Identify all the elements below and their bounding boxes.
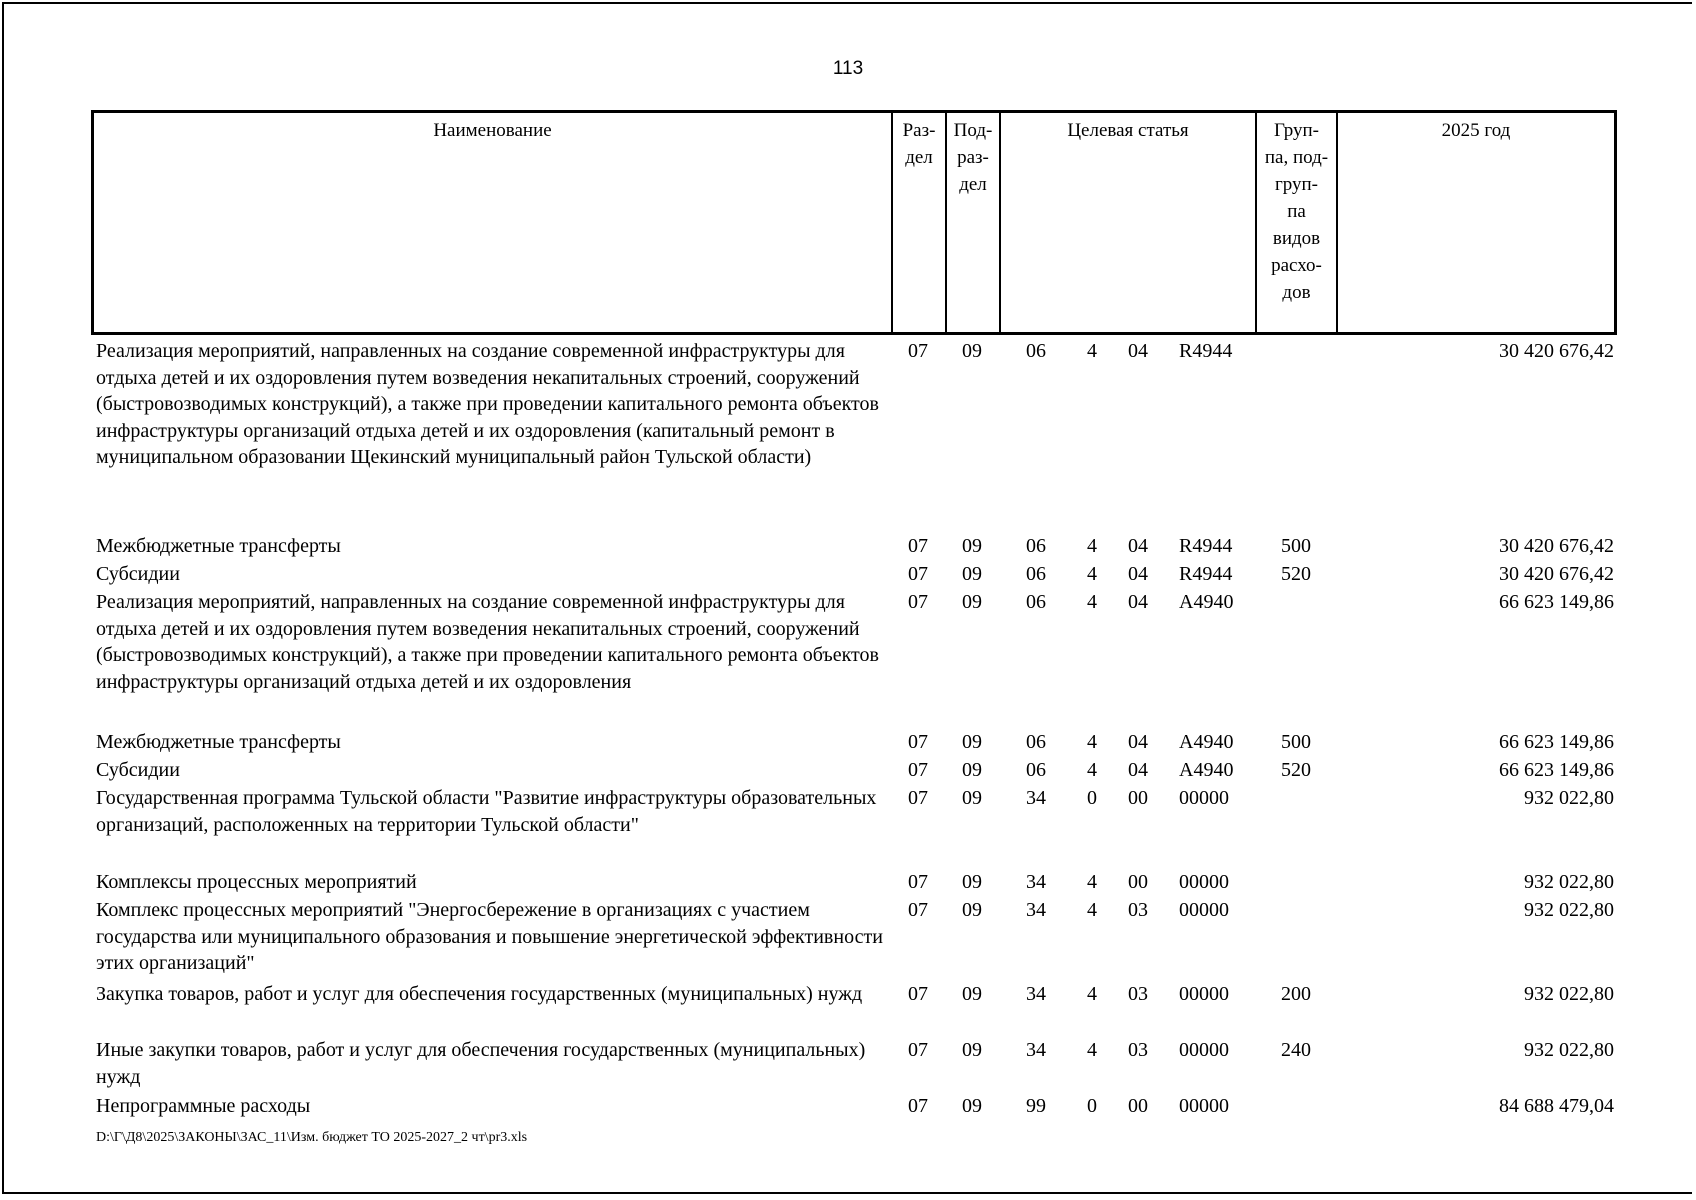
row-target-subprogram: 03	[1128, 1039, 1148, 1061]
row-target-type: 0	[1087, 1095, 1097, 1117]
row-target-type: 4	[1087, 1039, 1097, 1061]
row-target-program: 06	[1026, 731, 1046, 753]
header-target-label: Целевая статья	[1067, 120, 1189, 141]
row-target-type: 0	[1087, 787, 1097, 809]
row-target-subprogram: 00	[1128, 871, 1148, 893]
row-target-subprogram: 00	[1128, 1095, 1148, 1117]
row-group: 500	[1281, 535, 1311, 557]
row-podrazdel: 09	[962, 1039, 982, 1061]
header-group	[1255, 113, 1336, 332]
row-name: Субсидии	[96, 759, 180, 781]
row-target-subprogram: 04	[1128, 759, 1148, 781]
row-target-subprogram: 03	[1128, 983, 1148, 1005]
row-target-direction: 00000	[1179, 1039, 1229, 1061]
row-target-subprogram: 04	[1128, 340, 1148, 362]
row-name: Закупка товаров, работ и услуг для обеспечения государственных (муниципальных) нужд	[96, 983, 863, 1005]
header-podrazdel	[945, 113, 999, 332]
header-razdel	[891, 113, 945, 332]
row-amount: 932 022,80	[1524, 871, 1614, 893]
row-podrazdel: 09	[962, 871, 982, 893]
header-group-line: груп-	[1274, 174, 1319, 195]
row-razdel: 07	[908, 899, 928, 921]
row-podrazdel: 09	[962, 899, 982, 921]
row-target-direction: 00000	[1179, 1095, 1229, 1117]
row-amount: 66 623 149,86	[1499, 591, 1614, 613]
row-name: Субсидии	[96, 563, 180, 585]
row-target-type: 4	[1087, 591, 1097, 613]
row-target-program: 99	[1026, 1095, 1046, 1117]
row-podrazdel: 09	[962, 1095, 982, 1117]
row-group: 200	[1281, 983, 1311, 1005]
header-year	[1336, 113, 1614, 332]
row-target-program: 06	[1026, 340, 1046, 362]
header-group-line: Груп-	[1273, 120, 1320, 141]
row-amount: 66 623 149,86	[1499, 759, 1614, 781]
header-name	[94, 113, 891, 332]
row-podrazdel: 09	[962, 787, 982, 809]
row-target-subprogram: 03	[1128, 899, 1148, 921]
row-amount: 30 420 676,42	[1499, 340, 1614, 362]
row-target-subprogram: 04	[1128, 591, 1148, 613]
row-target-direction: R4944	[1179, 535, 1233, 557]
row-target-direction: А4940	[1179, 731, 1234, 753]
row-target-program: 34	[1026, 871, 1046, 893]
row-target-program: 34	[1026, 899, 1046, 921]
row-target-type: 4	[1087, 340, 1097, 362]
row-amount: 30 420 676,42	[1499, 563, 1614, 585]
row-razdel: 07	[908, 340, 928, 362]
row-razdel: 07	[908, 787, 928, 809]
row-target-subprogram: 04	[1128, 731, 1148, 753]
header-group-line: дов	[1282, 282, 1311, 303]
row-podrazdel: 09	[962, 731, 982, 753]
row-group: 520	[1281, 563, 1311, 585]
row-name: Межбюджетные трансферты	[96, 731, 341, 753]
row-target-type: 4	[1087, 759, 1097, 781]
table-header	[91, 110, 1617, 335]
row-razdel: 07	[908, 1095, 928, 1117]
row-target-direction: R4944	[1179, 563, 1233, 585]
header-podrazdel-line: дел	[959, 174, 987, 195]
row-target-program: 06	[1026, 591, 1046, 613]
row-amount: 30 420 676,42	[1499, 535, 1614, 557]
header-name-label: Наименование	[433, 120, 552, 141]
row-name: Межбюджетные трансферты	[96, 535, 341, 557]
header-razdel-line: Раз-	[902, 120, 936, 141]
header-group-line: па, под-	[1264, 147, 1329, 168]
row-razdel: 07	[908, 535, 928, 557]
header-razdel-line: дел	[905, 147, 933, 168]
header-target-article	[999, 113, 1255, 332]
row-target-direction: А4940	[1179, 759, 1234, 781]
row-target-direction: 00000	[1179, 871, 1229, 893]
row-target-type: 4	[1087, 535, 1097, 557]
row-name: Комплексы процессных мероприятий	[96, 871, 417, 893]
row-razdel: 07	[908, 983, 928, 1005]
row-razdel: 07	[908, 591, 928, 613]
row-podrazdel: 09	[962, 759, 982, 781]
row-target-type: 4	[1087, 871, 1097, 893]
row-razdel: 07	[908, 563, 928, 585]
row-target-program: 34	[1026, 983, 1046, 1005]
row-podrazdel: 09	[962, 535, 982, 557]
page-number: 113	[832, 58, 864, 79]
row-amount: 66 623 149,86	[1499, 731, 1614, 753]
row-name: Реализация мероприятий, направленных на создание современной инфраструктуры для отдыха детей и их оздоровления путем возведения некапитальных строений, сооружений (быстровозводимых конструкций), а также при проведении капитального ремонта объектов инфраструктуры организаций отдыха детей и их оздоровления	[96, 591, 879, 693]
row-group: 500	[1281, 731, 1311, 753]
header-group-line: па	[1287, 201, 1306, 222]
row-name: Реализация мероприятий, направленных на создание современной инфраструктуры для отдыха детей и их оздоровления путем возведения некапитальных строений, сооружений (быстровозводимых конструкций), а также при проведении капитального ремонта объектов инфраструктуры организаций отдыха детей и их оздоровления (капитальный ремонт в муниципальном образовании Щекинский муниципальный район Тульской области)	[96, 340, 879, 468]
row-target-type: 4	[1087, 899, 1097, 921]
row-target-program: 06	[1026, 563, 1046, 585]
row-amount: 932 022,80	[1524, 1039, 1614, 1061]
row-target-subprogram: 04	[1128, 563, 1148, 585]
header-group-line: видов	[1272, 228, 1321, 249]
row-razdel: 07	[908, 871, 928, 893]
row-name: Иные закупки товаров, работ и услуг для обеспечения государственных (муниципальных) нужд	[96, 1039, 866, 1088]
row-target-program: 06	[1026, 759, 1046, 781]
row-podrazdel: 09	[962, 983, 982, 1005]
row-target-subprogram: 04	[1128, 535, 1148, 557]
row-amount: 932 022,80	[1524, 983, 1614, 1005]
row-podrazdel: 09	[962, 591, 982, 613]
row-amount: 932 022,80	[1524, 899, 1614, 921]
row-group: 520	[1281, 759, 1311, 781]
header-podrazdel-line: Под-	[953, 120, 993, 141]
row-target-direction: 00000	[1179, 983, 1229, 1005]
row-target-direction: А4940	[1179, 591, 1234, 613]
row-name: Государственная программа Тульской области "Развитие инфраструктуры образовательных организаций, расположенных на территории Тульской области"	[96, 787, 877, 836]
row-podrazdel: 09	[962, 563, 982, 585]
row-amount: 932 022,80	[1524, 787, 1614, 809]
row-target-direction: R4944	[1179, 340, 1233, 362]
row-target-program: 34	[1026, 1039, 1046, 1061]
header-podrazdel-line: раз-	[957, 147, 989, 168]
row-name: Непрограммные расходы	[96, 1095, 311, 1117]
row-amount: 84 688 479,04	[1499, 1095, 1614, 1117]
header-group-line: расхо-	[1271, 255, 1322, 276]
row-target-type: 4	[1087, 731, 1097, 753]
row-target-program: 34	[1026, 787, 1046, 809]
row-target-program: 06	[1026, 535, 1046, 557]
row-group: 240	[1281, 1039, 1311, 1061]
row-razdel: 07	[908, 1039, 928, 1061]
file-path-footer: D:\Г\Д8\2025\ЗАКОНЫ\ЗАС_11\Изм. бюджет ТО 2025-2027_2 чт\pr3.xls	[96, 1130, 528, 1145]
row-target-type: 4	[1087, 563, 1097, 585]
row-razdel: 07	[908, 759, 928, 781]
row-target-direction: 00000	[1179, 899, 1229, 921]
row-name: Комплекс процессных мероприятий "Энергосбережение в организациях с участием государства или муниципального образования и повышение энергетической эффективности этих организаций"	[96, 899, 883, 974]
row-target-subprogram: 00	[1128, 787, 1148, 809]
row-razdel: 07	[908, 731, 928, 753]
row-podrazdel: 09	[962, 340, 982, 362]
header-year-label: 2025 год	[1441, 120, 1511, 141]
row-target-direction: 00000	[1179, 787, 1229, 809]
row-target-type: 4	[1087, 983, 1097, 1005]
